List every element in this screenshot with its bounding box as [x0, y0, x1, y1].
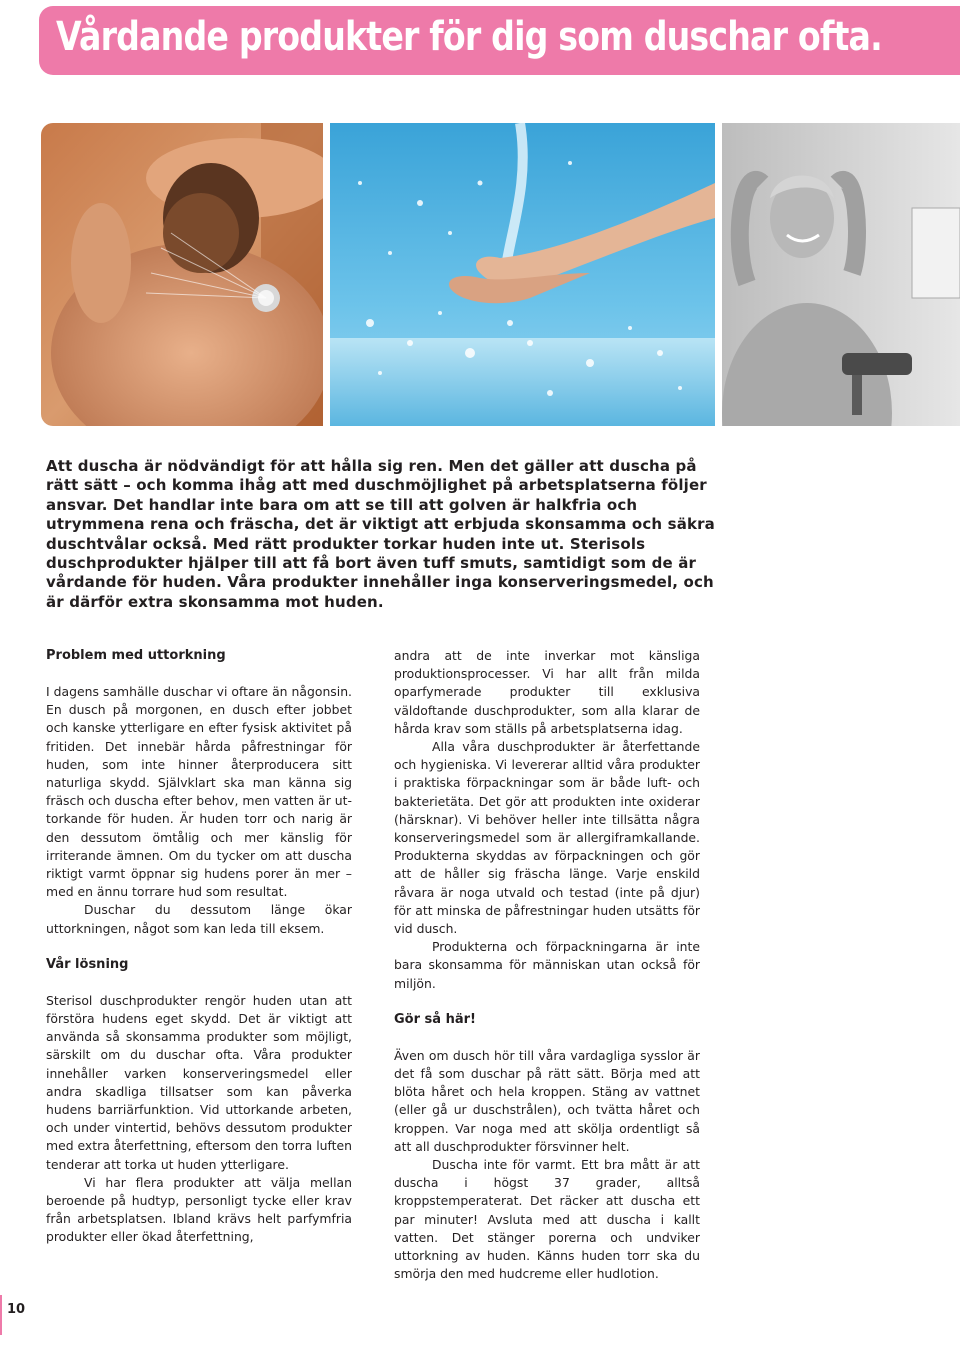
solution-paragraph: Sterisol duschprodukter rengör huden utan att förstöra hudens eget skydd. Det är viktigt att använda så skonsamma produkter som möjligt, särskilt om du duschar ofta. Våra produkter innehåller varken konserveringsmedel eller andra skadliga tillsatser som kan påverka hudens barriärfunktion. Vid uttorkande arbeten, och under vintertid, behövs dessutom produkter med extra återfettning, eftersom den torra luften tenderar att torka ut huden ytterligare. [46, 992, 352, 1172]
right-column [394, 647, 700, 1284]
man-under-shower-photo [41, 123, 323, 426]
howto-paragraph: Även om dusch hör till våra vardagliga sysslor är det få som duschar på rätt sätt. Börja med att blöta håret och hela kroppen. Stäng av vattnet (eller gå ur duschstrålen), och tvätta håret och kroppen. Var noga med att skölja ordentligt så att all duschprodukter försvinner helt. [394, 1047, 700, 1154]
left-column [46, 647, 352, 1247]
page-number: 10 [6, 1302, 26, 1317]
howto-paragraph-2: Duscha inte för varmt. Ett bra mått är att duscha i högst 37 grader, alltså kroppstemperaterat. Det räcker att duscha ett par minuter! Avsluta med att duscha i kallt vatten. Det stänger porerna och undviker uttorkning av huden. Känns huden torr ska du smörja den med hudcreme eller hudlotion. [394, 1157, 700, 1282]
smiling-man-shower-photo [722, 123, 960, 426]
heading-howto: Gör så här! [394, 1011, 476, 1027]
right-paragraph-2: Alla våra duschprodukter är återfettande och hygieniska. Vi levererar alltid våra produkter i praktiska förpackningar som är både luft- och bakterietäta. Det gör att produkten inte oxiderar (härsknar). Vi behöver heller inte tillsätta några konserveringsmedel som är allergiframkallande. Produkterna skyddas av förpackningen och gör att de håller sig fräscha länge. Varje enskild råvara är noga utvald och testad (inte på djur) för att minska de påfrestningar huden utsätts för vid dusch. [394, 739, 700, 937]
heading-solution: Vår lösning [46, 956, 129, 972]
hands-under-water-photo [330, 123, 715, 426]
right-paragraph-1: andra att de inte inverkar mot känsliga produktionsprocesser. Vi har allt från milda oparfymerade produkter till exklusiva väldoftande duschprodukter, som alla klarar de hårda krav som ställs på arbetsplatserna idag. [394, 648, 700, 736]
heading-problem: Problem med uttorkning [46, 648, 226, 663]
problem-paragraph-2: Duschar du dessutom länge ökar uttorkningen, något som kan leda till eksem. [46, 902, 352, 936]
right-paragraph-3: Produkterna och förpackningarna är inte bara skonsamma för människan utan också för miljön. [394, 939, 700, 991]
page-title: Vårdande produkter för dig som duschar ofta. [56, 14, 882, 60]
solution-paragraph-2: Vi har flera produkter att välja mellan beroende på hudtyp, personligt tycke eller krav från arbetsplatsen. Ibland krävs helt parfymfria produkter eller ökad återfettning, [46, 1174, 352, 1245]
problem-paragraph: I dagens samhälle duschar vi oftare än någonsin. En dusch på morgonen, en dusch efter jobbet och kanske ytterligare en efter fysisk aktivitet på fritiden. Det innebär hårda påfrestningar för huden, som inte hinner återproducera sitt naturliga skydd. Självklart ska man känna sig fräsch och duscha efter behov, men vatten är ut-torkande för huden. Är huden torr och narig är den dessutom ömtålig och mer känslig för irriterande ämnen. Om du tycker om att duscha riktigt varmt öppnar sig hudens porer än mer – med en ännu torrare hud som resultat. [46, 684, 352, 900]
intro-paragraph: Att duscha är nödvändigt för att hålla sig ren. Men det gäller att duscha på rätt sätt – och komma ihåg att med duschmöjlighet på arbetsplatserna följer ansvar. Det handlar inte bara om att se till att golven är halkfria och utrymmena rena och fräscha, det är viktigt att erbjuda skonsamma och säkra duschtvålar också. Med rätt produkter torkar huden inte ut. Sterisols duschprodukter hjälper till att få bort även tuff smuts, samtidigt som de är vårdande för huden. Våra produkter innehåller inga konserveringsmedel, och är därför extra skonsamma mot huden. [46, 457, 715, 611]
